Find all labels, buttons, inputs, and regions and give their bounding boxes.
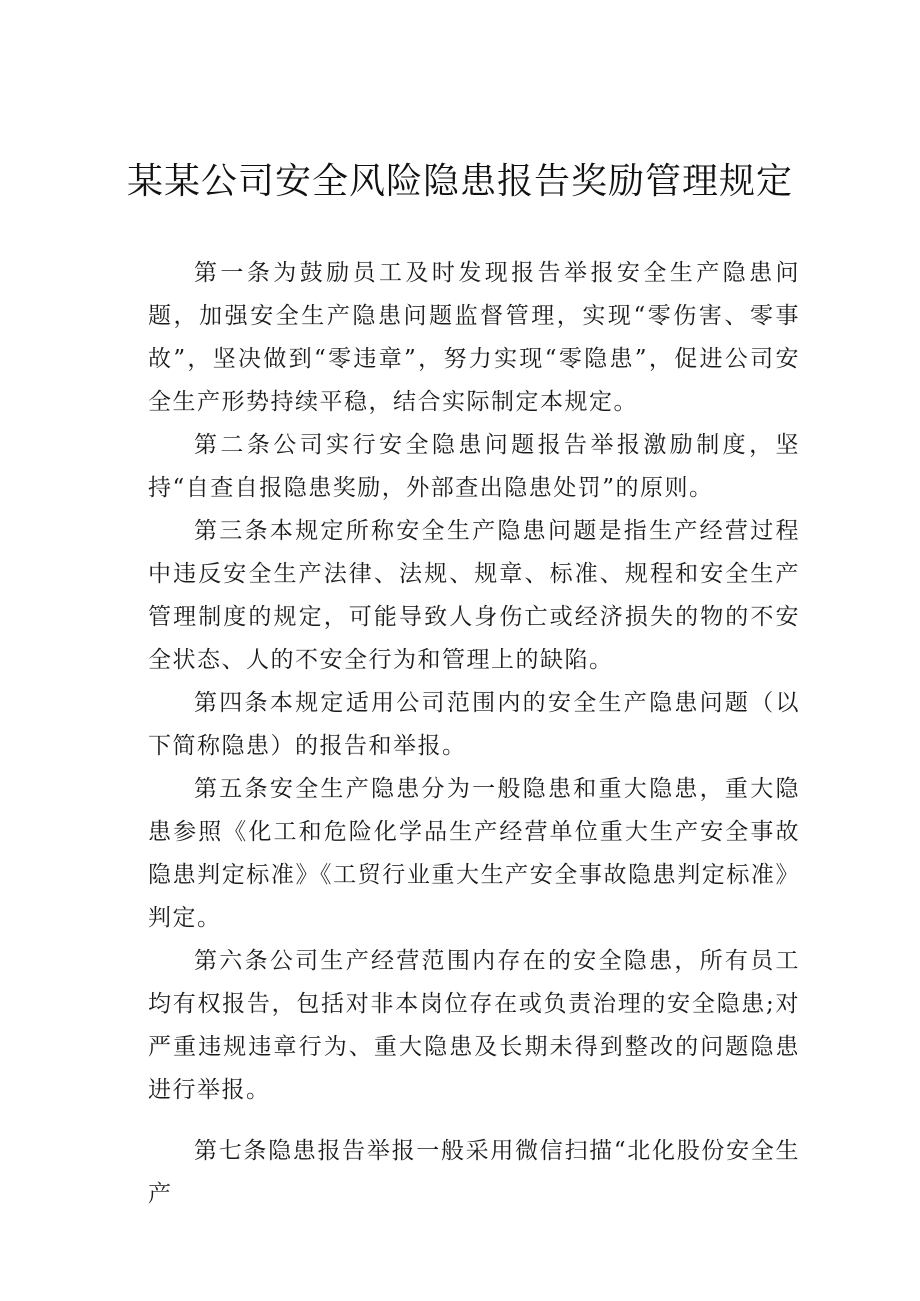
article-5-paragraph: 第五条安全生产隐患分为一般隐患和重大隐患，重大隐患参照《化工和危险化学品生产经营单位重大生产安全事故隐患判定标准》《工贸行业重大生产安全事故隐患判定标准》判定。 [148, 776, 800, 931]
article-4-paragraph: 第四条本规定适用公司范围内的安全生产隐患问题（以下简称隐患）的报告和举报。 [148, 690, 800, 759]
article-7-paragraph: 第七条隐患报告举报一般采用微信扫描“北化股份安全生产 [148, 1138, 800, 1207]
article-1-paragraph: 第一条为鼓励员工及时发现报告举报安全生产隐患问题，加强安全生产隐患问题监督管理，实现“零伤害、零事故”，坚决做到“零违章”，努力实现“零隐患”，促进公司安全生产形势持续平稳，结合实际制定本规定。 [148, 260, 800, 415]
article-3-paragraph: 第三条本规定所称安全生产隐患问题是指生产经营过程中违反安全生产法律、法规、规章、标准、规程和安全生产管理制度的规定，可能导致人身伤亡或经济损失的物的不安全状态、人的不安全行为和管理上的缺陷。 [148, 518, 800, 673]
article-6-paragraph: 第六条公司生产经营范围内存在的安全隐患，所有员工均有权报告，包括对非本岗位存在或负责治理的安全隐患;对严重违规违章行为、重大隐患及长期未得到整改的问题隐患进行举报。 [148, 948, 800, 1103]
article-2-paragraph: 第二条公司实行安全隐患问题报告举报激励制度，坚持“自查自报隐患奖励，外部查出隐患处罚”的原则。 [148, 432, 800, 501]
document-title: 某某公司安全风险隐患报告奖励管理规定 [126, 161, 793, 202]
document-body [148, 252, 800, 1216]
